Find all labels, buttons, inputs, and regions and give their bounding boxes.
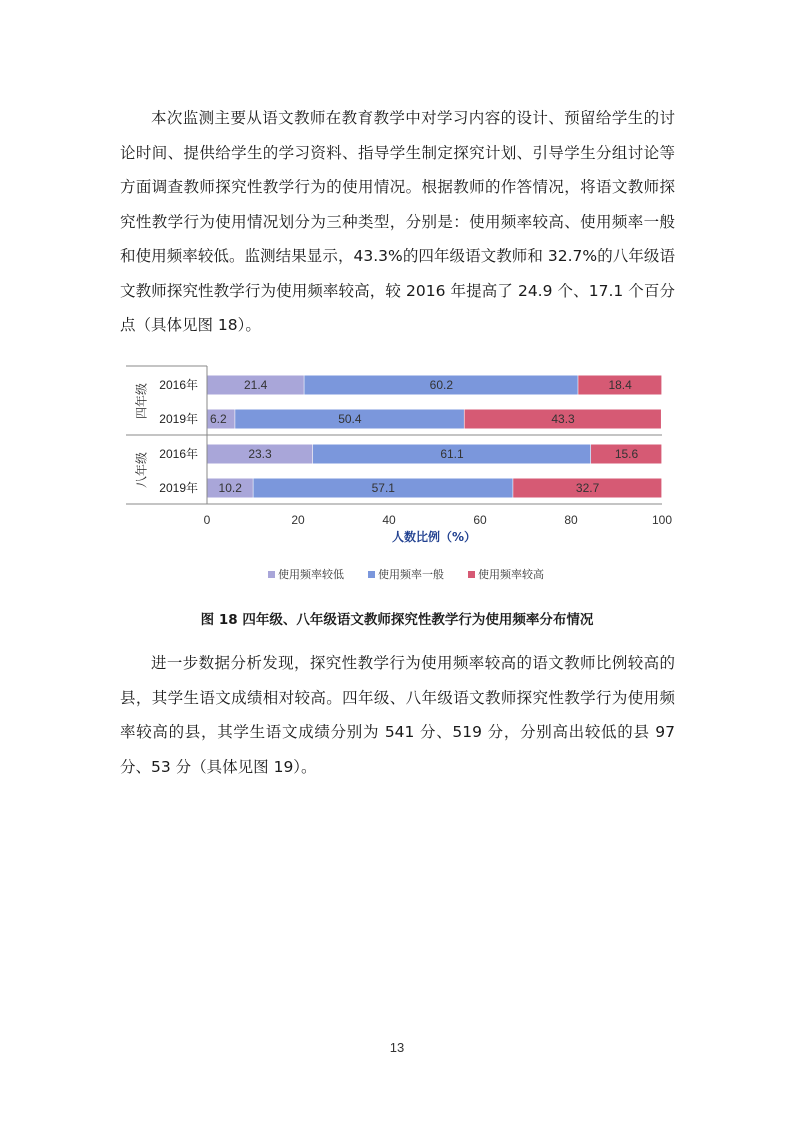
bar-value-label: 15.6: [614, 447, 639, 461]
y-tick-label: 2019年: [159, 412, 198, 426]
group-label-grade4: 四年级: [134, 382, 149, 420]
x-tick-label: 100: [651, 513, 673, 527]
bar-value-label: 43.3: [551, 412, 575, 426]
group-label-grade8: 八年级: [134, 451, 149, 489]
legend-swatch: [268, 571, 275, 578]
bar-value-label: 57.1: [371, 481, 395, 495]
intro-paragraph: 本次监测主要从语文教师在教育教学中对学习内容的设计、预留给学生的讨论时间、提供给学生的学习资料、指导学生制定探究计划、引导学生分组讨论等方面调查教师探究性教学行为的使用情况。根据教师的作答情况，将语文教师探究性教学行为使用情况划分为三种类型，分别是：使用频率较高、使用频率一般和使用频率较低。监测结果显示，43.3%的四年级语文教师和 32.7%的八年级语文教师探究性教学行为使用频率较高，较 2016 年提高了 24.9 个、17.1 个百分点（具体见图 18）。: [120, 109, 675, 334]
legend-swatch: [468, 571, 475, 578]
chart-legend: [268, 567, 544, 581]
bar-value-label: 23.3: [248, 447, 272, 461]
bar-value-label: 18.4: [608, 378, 632, 392]
bar-value-label: 50.4: [338, 412, 362, 426]
bar-value-label: 61.1: [440, 447, 464, 461]
legend-entry: 使用频率较高: [478, 568, 544, 581]
y-tick-label: 2019年: [159, 481, 198, 495]
stacked-bar-chart: [120, 358, 680, 590]
legend-entry: 使用频率较低: [278, 568, 344, 581]
x-tick-label: 60: [473, 513, 487, 527]
bar-value-label: 60.2: [429, 378, 454, 392]
y-tick-label: 2016年: [159, 447, 198, 461]
legend-swatch: [368, 571, 375, 578]
bar-value-label: 6.2: [210, 412, 227, 426]
x-axis-title: 人数比例（%）: [391, 530, 477, 544]
bar-value-label: 32.7: [575, 481, 600, 495]
x-tick-label: 0: [203, 513, 211, 527]
x-tick-label: 40: [382, 513, 396, 527]
x-tick-label: 20: [291, 513, 305, 527]
figure-caption: 图 18 四年级、八年级语文教师探究性教学行为使用频率分布情况: [200, 612, 594, 628]
y-tick-label: 2016年: [159, 378, 198, 392]
bar-value-label: 21.4: [244, 378, 268, 392]
analysis-paragraph: 进一步数据分析发现，探究性教学行为使用频率较高的语文教师比例较高的县，其学生语文成绩相对较高。四年级、八年级语文教师探究性教学行为使用频率较高的县，其学生语文成绩分别为 541 分、519 分，分别高出较低的县 97 分、53 分（具体见图 19）。: [120, 654, 675, 776]
x-tick-label: 80: [564, 513, 578, 527]
bar-value-label: 10.2: [218, 481, 242, 495]
legend-entry: 使用频率一般: [378, 568, 444, 581]
page-number: 13: [389, 1040, 405, 1055]
